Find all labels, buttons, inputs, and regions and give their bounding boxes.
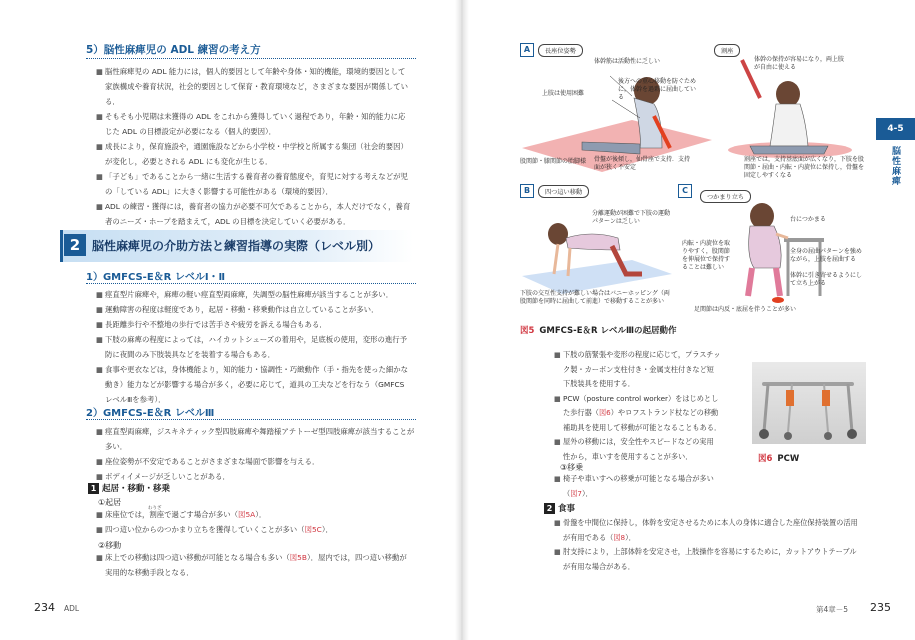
ref-fig5b[interactable]: 図5B	[289, 553, 307, 562]
ref-fig8[interactable]: 図8	[613, 532, 626, 542]
figure6-caption: 図6 PCW	[758, 454, 800, 464]
panel-b-tag: 割座	[714, 44, 740, 57]
sub-c-heading: ③移乗	[560, 463, 584, 472]
sub2-rule	[86, 419, 416, 420]
panel-d-tag: つかまり立ち	[700, 190, 751, 203]
sub-c-bullets: ■ 椅子や車いすへの移乗が可能となる場合が多い （図7）．	[554, 474, 714, 498]
panel-d-note-1: 台につかまる	[790, 216, 826, 223]
sub-b-bullets: ■ 床上での移動は四つ這い移動が可能となる場合も多い（図5B）．屋内では，四つ這い移動が 実用的な移動手段となる．	[96, 553, 407, 577]
bullet-line: ■ 「子ども」であることから一緒に生活する養育者の養育態度や，育児に対する考えなどが児	[96, 172, 408, 181]
panel-d-note-4: 体幹に引き寄せるようにして立ち上がる	[790, 272, 863, 287]
panel-b-note-1: 体幹の保持が容易になり，両上肢が自由に使える	[754, 56, 845, 71]
num2-box: 2	[544, 503, 555, 514]
figure5-caption: 図5 GMFCS-E＆R レベルⅢの起居動作	[520, 326, 677, 336]
panel-a-note-3: 上肢は使用困難	[542, 90, 585, 97]
num1-box: 1	[88, 483, 99, 494]
sub-b-heading: ②移動	[98, 541, 122, 550]
figure6-photo	[752, 362, 866, 444]
chapter-title: 脳性麻痺児の介助方法と練習指導の実際（レベル別）	[92, 239, 381, 253]
panel-a-label: A	[520, 43, 534, 57]
chapter-number: 2	[64, 234, 86, 256]
panel-a-note-2: 後方への重心移動を防ぐために，体幹を過剰に屈曲している	[618, 78, 697, 101]
left-page-label: ADL	[64, 604, 80, 613]
bullet-line: ■ 脳性麻痺児の ADL 能力には，個人的要因として年齢や身体・知的機能，環境的要因として	[96, 67, 406, 76]
right-page-number: 235	[870, 601, 891, 614]
right-page-label: 第4章－5	[816, 605, 849, 614]
bullet-line: ■ そもそも小児期は未獲得の ADL をこれから獲得していく過程であり，年齢・知的能力に応	[96, 112, 406, 121]
panel-c-note-1: 分離運動が困難で下肢の運動パターンは乏しい	[592, 210, 671, 225]
sub2-heading: 2）GMFCS-E＆R レベルⅢ	[86, 408, 215, 419]
sub1-heading: 1）GMFCS-E＆R レベルⅠ・Ⅱ	[86, 272, 226, 283]
panel-b-note-2: 割座では，支持基底面が広くなり，下肢を股関節・屈曲・内転・内旋位に保持し，骨盤を固定しやすくなる	[744, 156, 865, 179]
section5-heading: 5）脳性麻痺児の ADL 練習の考え方	[86, 44, 261, 56]
walker-illustration	[752, 362, 866, 444]
num2-heading: 2 食事	[544, 502, 575, 514]
panel-a-note-4: 股関節・膝関節の胎脚様	[520, 158, 587, 165]
right-page	[458, 0, 915, 640]
sub-a-heading: ①起居	[98, 498, 122, 507]
panel-c-note-2: 下肢の交互性支持が難しい場合はバニーホッピング（両股関節を同時に屈曲して前進）で移動することが多い	[520, 290, 670, 305]
panel-c-illustration	[522, 216, 672, 296]
ref-fig7[interactable]: 図7	[570, 488, 582, 498]
section5-bullets: ■ 脳性麻痺児の ADL 能力には，個人的要因として年齢や身体・知的機能，環境的要因として 家族構成や養育状況，社会的要因として保育・教育環境など，さまざまな要因が関係してい る． ■ そもそも小児期は未獲得の ADL をこれから獲得していく過程であり，年齢・知的能力に応 じた ADL の目標設定が必要になる（個人的要因）． ■ 成長により，保育施設や，通園施設などから小学校・中学校と所属する集団（社会的要因） が変化し，必要とされる ADL にも変化が生じる． ■ 「子ども」であることから一緒に生活する養育者の養育態度や，育児に対する考えなどが児 の「している ADL」に大きく影響する可能性がある（環境的要因）． ■ ADL の練習・獲得には，養育者の協力が必要不可欠であることから，本人だけでなく，養育 者のニーズ・ホープを踏まえて，ADL の目標を決定していく必要がある．	[96, 64, 410, 229]
ref-fig6[interactable]: 図6	[598, 408, 611, 417]
sub2-bullets: ■ 痙直型両麻痺，ジスキネティック型四肢麻痺や舞踏様アテトーゼ型四肢麻痺が該当することが 多い． ■ 座位姿勢が不安定であることがさまざまな場面で影響を与える． ■ ボディイメージが乏しいことがある．	[96, 427, 415, 481]
bullet-line: ■ 成長により，保育施設や，通園施設などから小学校・中学校と所属する集団（社会的要因）	[96, 142, 408, 151]
sub-a-bullets: ■ 床座位では，割座で過ごす場合が多い（図5A）． わりざ ■ 四つ這い位からのつかまり立ちを獲得していくことが多い（図5C）．	[96, 507, 333, 537]
panel-c-label: B	[520, 184, 534, 198]
bullet-line: ■ ADL の練習・獲得には，養育者の協力が必要不可欠であることから，本人だけでなく，養育	[96, 202, 411, 211]
panel-a-note-5: 骨盤が後傾し，仙骨座で支持．支持面が狭く不安定	[594, 156, 691, 171]
panel-d-note-3: 全身の屈曲パターンを強めながら，上肢を屈曲する	[790, 248, 862, 263]
left-page-number: 234	[34, 601, 55, 614]
food-bullets: ■ 骨盤を中間位に保持し，体幹を安定させるために本人の身体に適合した座位保持装置の活用 が有用である（図8）． ■ 肘支持により，上部体幹を安定させ，上肢操作を容易にするために，カットアウトテーブル が有用な場合がある．	[554, 518, 858, 571]
panel-b-illustration	[720, 58, 870, 158]
chapter-tab-vertical: 脳性麻痺	[890, 146, 900, 186]
panel-d-label: C	[678, 184, 692, 198]
panel-c-tag: 四つ這い移動	[538, 185, 589, 198]
num1-heading: 1 起居・移動・移乗	[88, 482, 170, 494]
sub1-bullets: ■ 痙直型片麻痺や，麻痺の軽い痙直型両麻痺，失調型の脳性麻痺が該当することが多い． ■ 運動障害の程度は軽度であり，起居・移動・移乗動作は自立していることが多い． ■ 長距離歩行や不整地の歩行では苦手さや疲労を訴える場合もある． ■ 下肢の麻痺の程度によっては，ハイカットシューズの着用や，足底板の使用，変形の進行予 防に夜間のみ下肢装具などを装着する場合もある． ■ 食事や更衣などは，身体機能より，知的能力・協調性・巧緻動作（手・指先を使った細かな 動き）能力などが影響する場合が多く，必要に応じて，道具の工夫などを行なう（GMFCS レベルⅢを参考）．	[96, 290, 409, 404]
panel-d-note-2: 内転・内旋位を取りやすく，股関節を伸展位で保持することは難しい	[682, 240, 731, 271]
chapter-tab: 4-5	[876, 118, 915, 140]
sub1-rule	[86, 283, 416, 284]
ruby: わりざ	[148, 506, 162, 511]
panel-d-note-5: 足関節は内反・底屈を伴うことが多い	[694, 306, 797, 313]
panel-a-note-1: 体幹筋は活動性に乏しい	[594, 58, 661, 65]
section5-rule	[86, 58, 416, 59]
panel-a-tag: 長座位姿勢	[538, 44, 583, 57]
ref-fig5a[interactable]: 図5A	[238, 510, 256, 519]
list-bullets: ■ 下肢の筋緊張や変形の程度に応じて，プラスチッ ク製・カーボン支柱付き・金属支柱付きなど短 下肢装具を使用する． ■ PCW（posture control worker）をはじめとし た歩行器（図6）やロフストランド杖などの移動 補助具を使用して移動が可能となることもある． ■ 屋外の移動には，安全性やスピードなどの実用 性から，車いすを使用することが多い．	[554, 350, 722, 461]
ref-fig5c[interactable]: 図5C	[304, 525, 322, 534]
